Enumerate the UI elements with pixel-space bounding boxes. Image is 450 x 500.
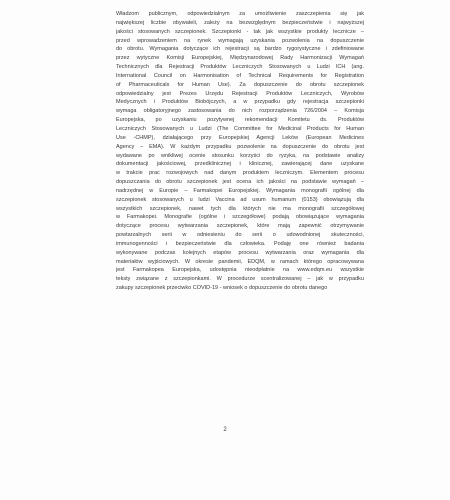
body-text: [116, 10, 364, 293]
text-line: Use -CHMP), działającego przy Europejskiej Agencji Leków (European Medicines: [116, 134, 364, 141]
text-line: wydawane po wnikliwej ocenie stosunku korzyści do ryzyka, na podstawie analizy: [116, 152, 364, 159]
text-line: dopuszczania do obrotu szczepionek jest ocena ich jakości na podstawie wymagań –: [116, 179, 364, 186]
text-line: dotyczące procesu wytwarzania szczepionek, które mają zapewnić otrzymywanie: [116, 223, 364, 230]
text-line: Agency – EMA). W każdym przypadku pozwolenie na dopuszczenie do obrotu jest: [116, 143, 364, 150]
text-line: szczepionek stosowanych u ludzi Vaccina ad usum humanum (0153) obowiązują dla: [116, 196, 364, 203]
text-line: Europejska, po uzyskaniu pozytywnej rekomendacji Komitetu ds. Produktów: [116, 117, 364, 124]
text-line: Leczniczych Stosowanych u Ludzi (The Committee for Medicinal Products for Human: [116, 125, 364, 132]
text-line: International Council on Harmonisation of Technical Requirements for Registration: [116, 72, 364, 79]
text-line: jakości stosowanych szczepionek. Szczepionki - tak jak wszystkie produkty lecznicze –: [116, 28, 364, 35]
text-line: teksty związane z szczepionkami. W procedurze scentralizowanej – jak w przypadku: [116, 276, 364, 283]
text-line: do obrotu. Wymagania dotyczące ich rejestracji są bardzo rygorystyczne i zdefiniowane: [116, 46, 364, 53]
text-line: w trakcie prac rozwojowych nad danym produktem leczniczym. Elementem procesu: [116, 170, 364, 177]
text-line: of Pharmaceuticals for Human Use). Za dopuszczenie do obrotu szczepionek: [116, 81, 364, 88]
text-line: jest Farmakopea Europejska, udostępnia nieodpłatnie na www.edqm.eu wszystkie: [116, 267, 364, 274]
text-line: powtarzalnych serii w odniesieniu do serii o udowodnionej skuteczności,: [116, 232, 364, 239]
text-line: przed wprowadzeniem na rynek wymagają uzyskania pozwolenia na dopuszczenie: [116, 37, 364, 44]
text-line: immunogenności i bezpieczeństwie dla człowieka. Podaję one również badania: [116, 240, 364, 247]
text-line: materiałów wyjściowych. W okresie pandemii, EDQM, w ramach którego opracowywana: [116, 258, 364, 265]
text-line: Technicznych dla Rejestracji Produktów Leczniczych Stosowanych u Ludzi ICH (ang.: [116, 64, 364, 71]
text-line: największej liczbie obywateli, zależy na bezwzględnym bezpieczeństwie i najwyższej: [116, 19, 364, 26]
text-line: wymaga obligatoryjnego zastosowania do nich rozporządzenia 726/2004 – Komisja: [116, 108, 364, 115]
page-number: 2: [223, 427, 227, 433]
text-line: Władzom publicznym, odpowiedzialnym za umożliwienie zaszczepienia się jak: [116, 11, 364, 17]
text-line: wykonywane podczas kolejnych etapów procesu wytwarzania oraz wymagania dla: [116, 249, 364, 256]
text-line: dokumentacji jakościowej, przedklinicznej i klinicznej, zawierającej dane uzyskane: [116, 161, 364, 168]
text-line: odpowiedzialny jest Prezes Urzędu Rejestracji Produktów Leczniczych, Wyrobów: [116, 90, 364, 97]
text-line: wszystkich szczepionek, nawet tych dla których nie ma monografii szczegółowej: [116, 205, 364, 212]
text-line: w Farmakopei. Monografie (ogólne i szczegółowe) podają obowiązujące wymagania: [116, 214, 364, 221]
text-line: Medycznych i Produktów Biobójczych, a w przypadku gdy rejestracja szczepionki: [116, 99, 364, 106]
text-line: zakupy szczepionek przeciwko COVID-19 - wniosek o dopuszczenie do obrotu danego: [116, 285, 328, 292]
text-line: nadrzędnej w Europie – Farmakopei Europejskiej. Wymagania monografii ogólnej dla: [116, 187, 364, 194]
text-line: przez wytyczne Komisji Europejskiej, Międzynarodowej Rady Harmonizacji Wymagań: [116, 55, 364, 62]
